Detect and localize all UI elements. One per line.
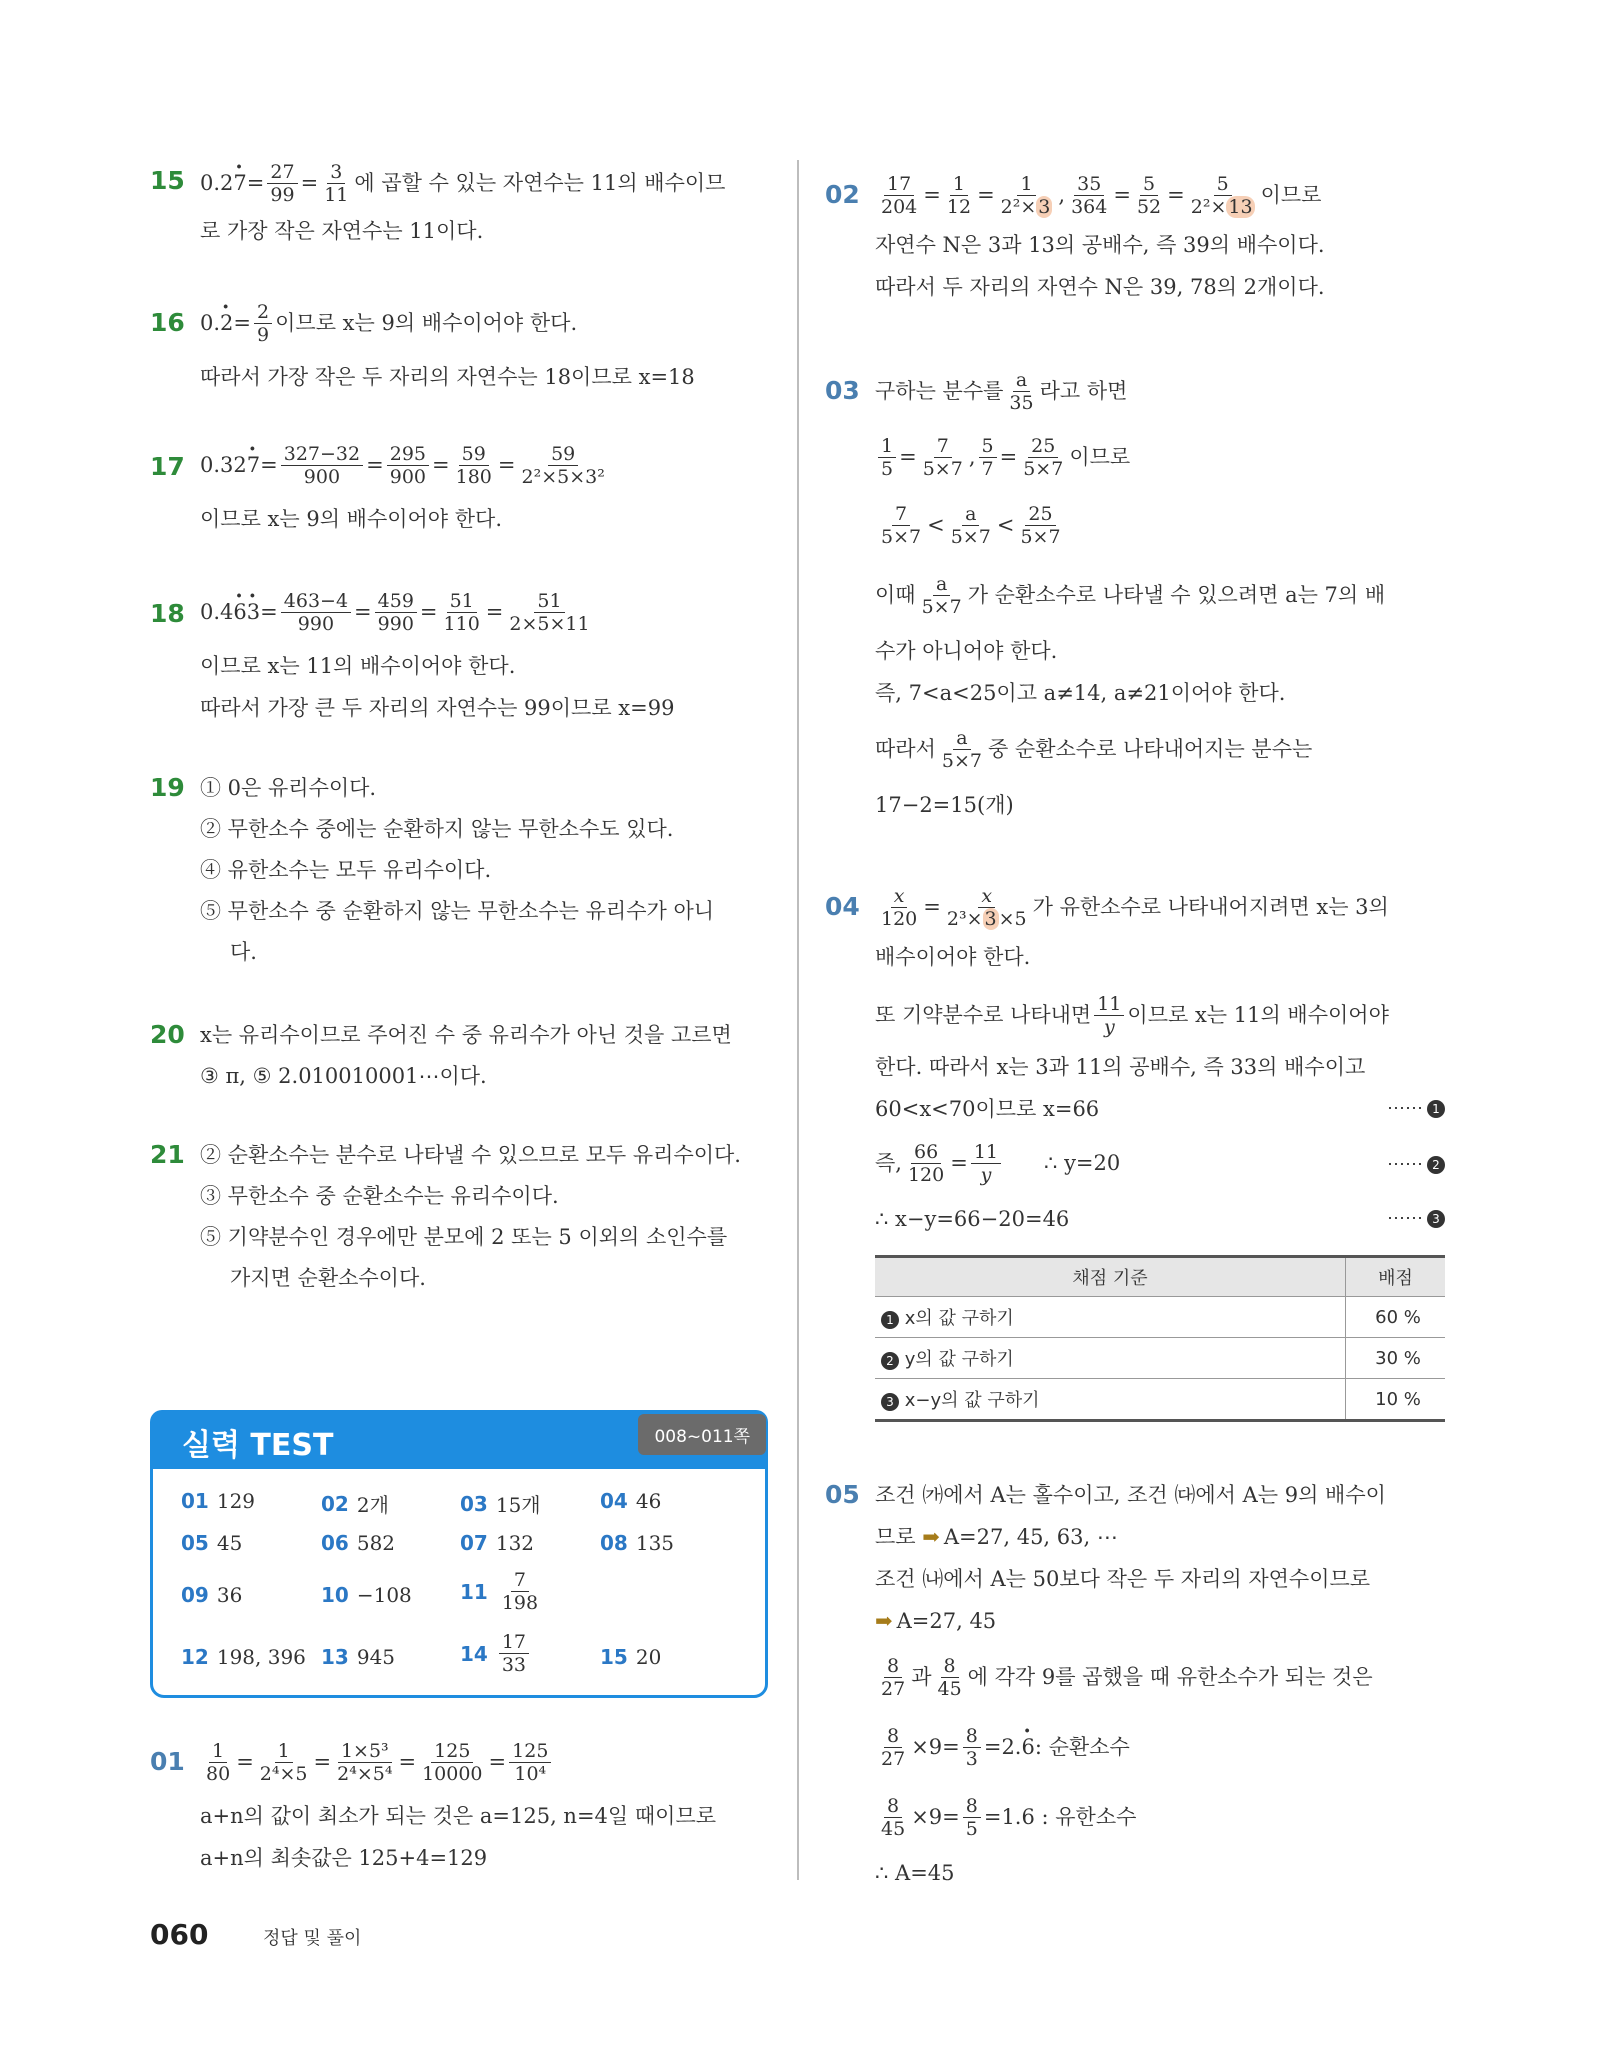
fraction: 2 9 [254,301,272,346]
solution-line: 7 5×7 < a 5×7 < 25 5×7 [875,498,1445,552]
highlight: 13 [1228,195,1253,218]
fraction: $\frac{27}{99}$ [267,161,297,206]
solution-line: 또 기약분수로 나타내면 11 y 이므로 x는 11의 배수이어야 [875,992,1389,1038]
problem-number: 02 [825,180,860,209]
solution-line: 즉, 7<a<25이고 a≠14, a≠21이어야 한다. [875,681,1286,705]
problem-number: 01 [150,1747,185,1776]
answer-item: 10 −108 [321,1583,412,1607]
fraction: $\frac{8}{5}$ [963,1795,981,1840]
fraction: 51 110 [443,589,480,635]
solution-line: 배수이어야 한다. [875,945,1031,969]
solution-line: 수가 아니어야 한다. [875,639,1058,663]
answer-item: 12 198, 396 [181,1645,306,1669]
page-range-tag: 008~011쪽 [638,1414,766,1455]
table-row: 3 x−y의 값 구하기 10 % [875,1379,1445,1421]
problem-number: 17 [150,452,185,481]
highlight: 3 [984,907,997,930]
fraction: $\frac{8}{27}$ [881,1724,906,1770]
solution-line: 한다. 따라서 x는 3과 11의 공배수, 즉 33의 배수이고 [875,1055,1366,1079]
solution-line: ∴ A=45 [875,1861,955,1885]
solution-line: ⑤ 기약분수인 경우에만 분모에 2 또는 5 이외의 소인수를 [200,1225,728,1249]
answer-item: 14 17 33 [460,1631,532,1676]
solution-line: 조건 ㈏에서 A는 50보다 작은 두 자리의 자연수이므로 [875,1567,1371,1591]
solution-line: ① 0은 유리수이다. [200,776,377,800]
solution-line: 따라서 가장 큰 두 자리의 자연수는 99이므로 x=99 [200,696,675,720]
solution-line: ④ 유한소수는 모두 유리수이다. [200,858,492,882]
fraction: a 5×7 [921,572,962,618]
fraction: 459 990 [375,590,417,635]
fraction: 125 10⁴ [509,1740,551,1785]
step-circle: 1 [881,1311,899,1329]
answer-item: 15 20 [600,1645,662,1669]
solution-line: a+n의 최솟값은 125+4=129 [200,1846,488,1870]
fraction: 7 198 [501,1569,539,1614]
skill-test-title: 실력 TEST [182,1428,334,1463]
solution-line: 이므로 x는 11의 배수이어야 한다. [200,654,516,678]
solution-line: 조건 ㈎에서 A는 홀수이고, 조건 ㈐에서 A는 9의 배수이 [875,1483,1386,1507]
solution-line: ② 순환소수는 분수로 나타낼 수 있으므로 모두 유리수이다. [200,1143,741,1167]
footer-label: 정답 및 풀이 [263,1928,362,1949]
fraction: 327−32 900 [281,443,363,488]
fraction: 1 80 [206,1739,231,1785]
right-column [825,0,1445,2063]
problem-number: 04 [825,892,860,921]
fraction: 295 900 [387,443,429,488]
fraction: 25 5×7 [1023,434,1064,480]
solution-line: 따라서 두 자리의 자연수 N은 39, 78의 2개이다. [875,275,1325,299]
problem-number: 18 [150,599,185,628]
solution-line: x 120 = x 2³× 3 ×5 가 유한소수로 나타내어지려면 x는 3의 [875,880,1445,934]
solution-line: 17 204 = 1 12 = 1 2²× 3 , 35 364 = 5 52 = 5 2²× 13 이므로 [875,168,1445,222]
arrow-icon: ➡ [922,1524,940,1549]
table-header-criteria: 채점 기준 [875,1257,1346,1297]
fraction: x 120 [881,884,918,930]
answer-grid [150,1466,768,1698]
answer-item: 08 135 [600,1531,675,1555]
solution-line: 1 80 = 1 2⁴×5 = 1×5³ 2⁴×5⁴ = 125 10000 = 125 10⁴ [200,1735,770,1789]
fraction: 3 11 [324,160,349,206]
fraction: a 5×7 [941,726,982,772]
column-divider [797,160,799,1880]
fraction: 59 2²×5×3² [521,442,605,488]
fraction: 1×5³ 2⁴×5⁴ [337,1739,393,1785]
step-circle: 3 [881,1393,899,1411]
fraction: 1 2⁴×5 [259,1739,308,1785]
page-number: 060 [150,1918,209,1951]
problem-number: 16 [150,308,185,337]
answer-item: 02 2개 [321,1491,389,1517]
fraction: $\frac{8}{3}$ [963,1725,981,1770]
table-row: 2 y의 값 구하기 30 % [875,1338,1445,1379]
solution-line: 즉, 66 120 = 11 y ∴ y=20 [875,1140,1121,1186]
fraction: 1 12 [946,172,972,218]
fraction: 5 52 [1136,172,1162,218]
answer-item: 06 582 [321,1531,396,1555]
fraction: 5 7 [979,435,997,480]
solution-line: 므로 ➡ A=27, 45, 63, ⋯ [875,1522,1445,1552]
solution-line: 다. [230,940,257,964]
step-circle: 2 [881,1352,899,1370]
step-mark: ⋯⋯ 3 [1387,1208,1445,1229]
step-circle: 1 [1427,1100,1445,1118]
fraction: 7 5×7 [881,502,922,548]
table-row: 1 x의 값 구하기 60 % [875,1297,1445,1338]
solution-line: ∴ x−y=66−20=46 [875,1207,1070,1231]
fraction: 7 5×7 [922,434,963,480]
scoring-table [875,1255,1445,1422]
skill-test-header [150,1410,768,1466]
fraction: 11 y [1094,993,1124,1038]
solution-line: 이므로 x는 9의 배수이어야 한다. [200,507,503,531]
solution-line: $\frac{8}{45}$ ×9= $\frac{8}{5}$ =1.6 : 유한소수 [875,1790,1445,1844]
solution-line: 1 5 = 7 5×7 , 5 7 = 25 5×7 이므로 [875,430,1445,484]
fraction: 59 180 [455,442,492,488]
fraction: x 2³× 3 ×5 [946,884,1027,930]
fraction: 1 2²× 3 [1000,172,1051,218]
skill-test-box [150,1410,768,1698]
fraction: 66 120 [907,1140,945,1186]
answer-item: 13 945 [321,1645,396,1669]
solution-line: 자연수 N은 3과 13의 공배수, 즉 39의 배수이다. [875,233,1325,257]
solution-line: ➡ A=27, 45 [875,1606,1445,1636]
problem-number: 20 [150,1020,185,1049]
solution-line: ② 무한소수 중에는 순환하지 않는 무한소수도 있다. [200,817,674,841]
solution-line: ③ 무한소수 중 순환소수는 유리수이다. [200,1184,559,1208]
fraction: 8 27 [881,1654,906,1700]
fraction: 25 5×7 [1020,502,1061,548]
solution-line: 로 가장 작은 자연수는 11이다. [200,219,484,243]
fraction: 17 33 [499,1631,529,1676]
highlight: 3 [1038,195,1051,218]
fraction: 51 2×5×11 [509,589,590,635]
solution-line: 따라서 가장 작은 두 자리의 자연수는 18이므로 x=18 [200,365,695,389]
solution-line: a+n의 값이 최소가 되는 것은 a=125, n=4일 때이므로 [200,1804,717,1828]
left-column [150,0,770,2063]
solution-line: 0.2 7 · = $\frac{27}{99}$ = 3 11 에 곱할 수 있는 자연수는 11의 배수이므 [200,160,770,206]
answer-item: 05 45 [181,1531,243,1555]
solution-line: ⑤ 무한소수 중 순환하지 않는 무한소수는 유리수가 아니 [200,899,715,923]
fraction: 5 2²× 13 [1190,172,1253,218]
solution-line: x는 유리수이므로 주어진 수 중 유리수가 아닌 것을 고르면 [200,1023,732,1047]
solution-line: 0.32 7 · = 327−32 900 = 295 900 = 59 180 = 59 2²×5×3² [200,440,770,490]
answer-item: 04 46 [600,1489,662,1513]
solution-line: 따라서 a 5×7 중 순환소수로 나타내어지는 분수는 [875,726,1313,772]
problem-number: 03 [825,376,860,405]
problem-number: 21 [150,1140,185,1169]
solution-line: 17−2=15(개) [875,793,1014,817]
fraction: a 35 [1009,368,1034,414]
solution-line: 0.4 6 · 3 · = 463−4 990 = 459 990 = 51 110 = 51 2×5×11 [200,585,770,639]
fraction: 463−4 990 [281,590,351,635]
fraction: 35 364 [1071,172,1108,218]
problem-number: 19 [150,773,185,802]
fraction: a 5×7 [950,502,991,548]
step-mark: ⋯⋯ 2 [1387,1154,1445,1175]
solution-line: 60<x<70이므로 x=66 [875,1097,1100,1121]
answer-item: 01 129 [181,1489,256,1513]
solution-line: 0. 2 · = 2 9 이므로 x는 9의 배수이어야 한다. [200,300,770,346]
fraction: 11 y [971,1141,1001,1186]
step-circle: 3 [1427,1210,1445,1228]
fraction: $\frac{8}{45}$ [881,1794,906,1840]
problem-number: 05 [825,1480,860,1509]
problem-number: 15 [150,166,185,195]
solution-line: 이때 a 5×7 가 순환소수로 나타낼 수 있으려면 a는 7의 배 [875,572,1386,618]
fraction: 1 5 [878,435,896,480]
fraction: 125 10000 [422,1739,483,1785]
step-mark: ⋯⋯ 1 [1387,1098,1445,1119]
answer-item: 07 132 [460,1531,535,1555]
solution-line: 8 27 과 8 45 에 각각 9를 곱했을 때 유한소수가 되는 것은 [875,1650,1445,1704]
solution-line: ③ π, ⑤ 2.010010001⋯이다. [200,1064,487,1088]
solution-line: $\frac{8}{27}$ ×9= $\frac{8}{3}$ =2. 6 · : 순환소수 [875,1720,1445,1774]
table-header-points: 배점 [1346,1257,1446,1297]
answer-item: 11 7 198 [460,1569,544,1614]
answer-item: 09 36 [181,1583,243,1607]
fraction: 17 204 [881,172,918,218]
arrow-icon: ➡ [875,1608,893,1633]
solution-line: 가지면 순환소수이다. [230,1266,426,1290]
step-circle: 2 [1427,1156,1445,1174]
solution-line: 구하는 분수를 a 35 라고 하면 [875,368,1128,414]
fraction: 8 45 [937,1654,962,1700]
answer-item: 03 15개 [460,1491,541,1517]
